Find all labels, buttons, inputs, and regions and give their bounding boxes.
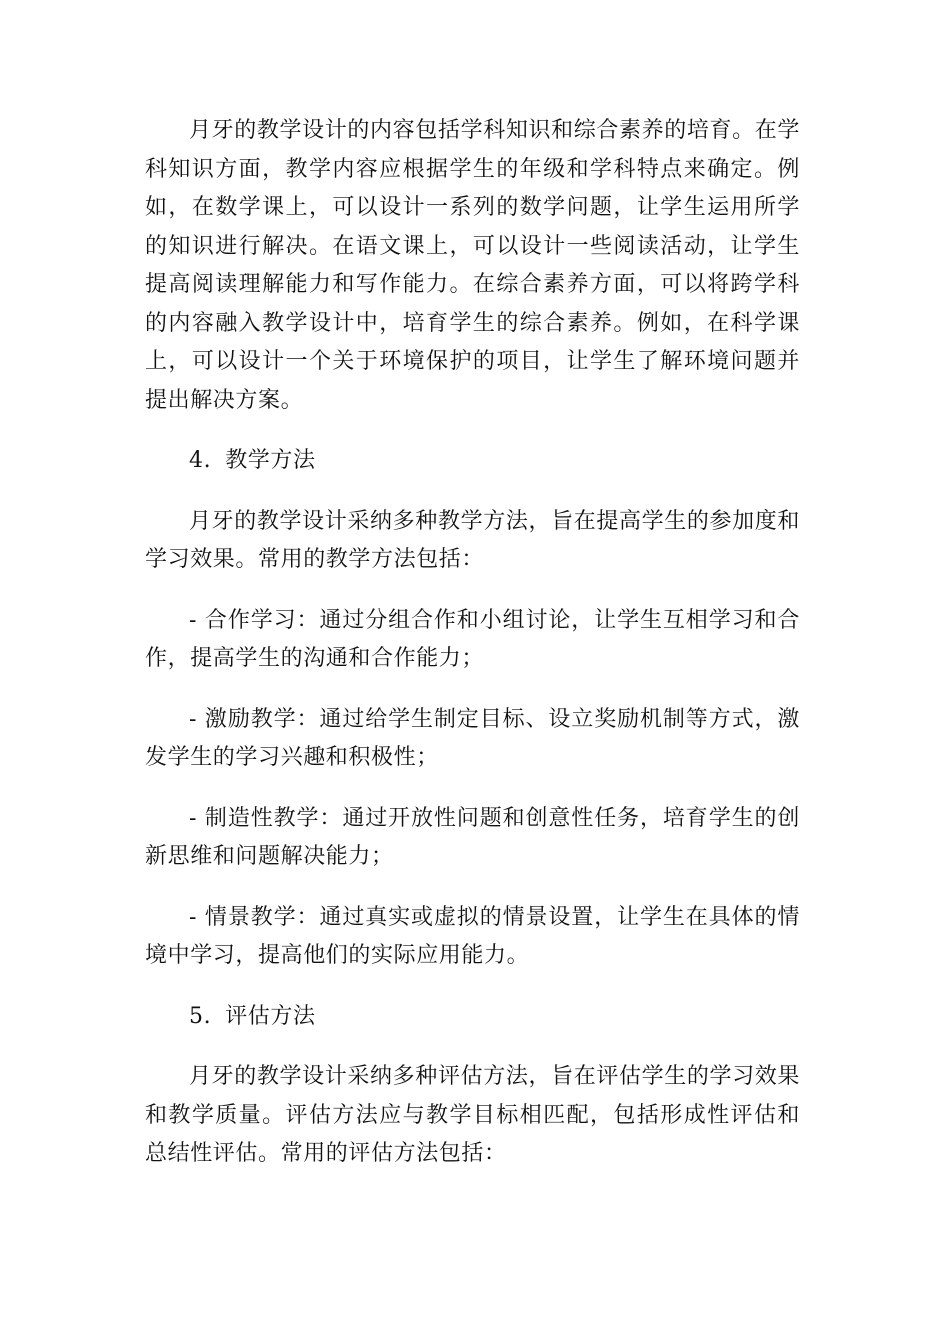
- section-heading-teaching-methods: [145, 442, 800, 481]
- document-page: [145, 112, 800, 1196]
- list-item-situational-teaching: - 情景教学：通过真实或虚拟的情景设置，让学生在具体的情境中学习，提高他们的实际应用能力。: [145, 904, 800, 968]
- section-title: 评估方法: [225, 1003, 316, 1029]
- list-item-creative-teaching: - 制造性教学：通过开放性问题和创意性任务，培育学生的创新思维和问题解决能力；: [145, 805, 800, 869]
- section-number: 5.: [189, 1003, 212, 1029]
- section-title: 教学方法: [225, 448, 316, 473]
- paragraph-content-design: 月牙的教学设计的内容包括学科知识和综合素养的培育。在学科知识方面，教学内容应根据学生的年级和学科特点来确定。例如，在数学课上，可以设计一系列的数学问题，让学生运用所学的知识进行解决。在语文课上，可以设计一些阅读活动，让学生提高阅读理解能力和写作能力。在综合素养方面，可以将跨学科的内容融入教学设计中，培育学生的综合素养。例如，在科学课上，可以设计一个关于环境保护的项目，让学生了解环境问题并提出解决方案。: [145, 118, 800, 413]
- section-heading-assessment-methods: [145, 998, 800, 1037]
- paragraph-methods-intro: 月牙的教学设计采纳多种教学方法，旨在提高学生的参加度和学习效果。常用的教学方法包括：: [145, 508, 800, 572]
- list-item-cooperative-learning: - 合作学习：通过分组合作和小组讨论，让学生互相学习和合作，提高学生的沟通和合作能力；: [145, 607, 800, 671]
- section-number: 4.: [189, 448, 212, 473]
- list-item-motivational-teaching: - 激励教学：通过给学生制定目标、设立奖励机制等方式，激发学生的学习兴趣和积极性；: [145, 706, 800, 770]
- paragraph-assessment-intro: 月牙的教学设计采纳多种评估方法，旨在评估学生的学习效果和教学质量。评估方法应与教学目标相匹配，包括形成性评估和总结性评估。常用的评估方法包括：: [145, 1064, 800, 1166]
